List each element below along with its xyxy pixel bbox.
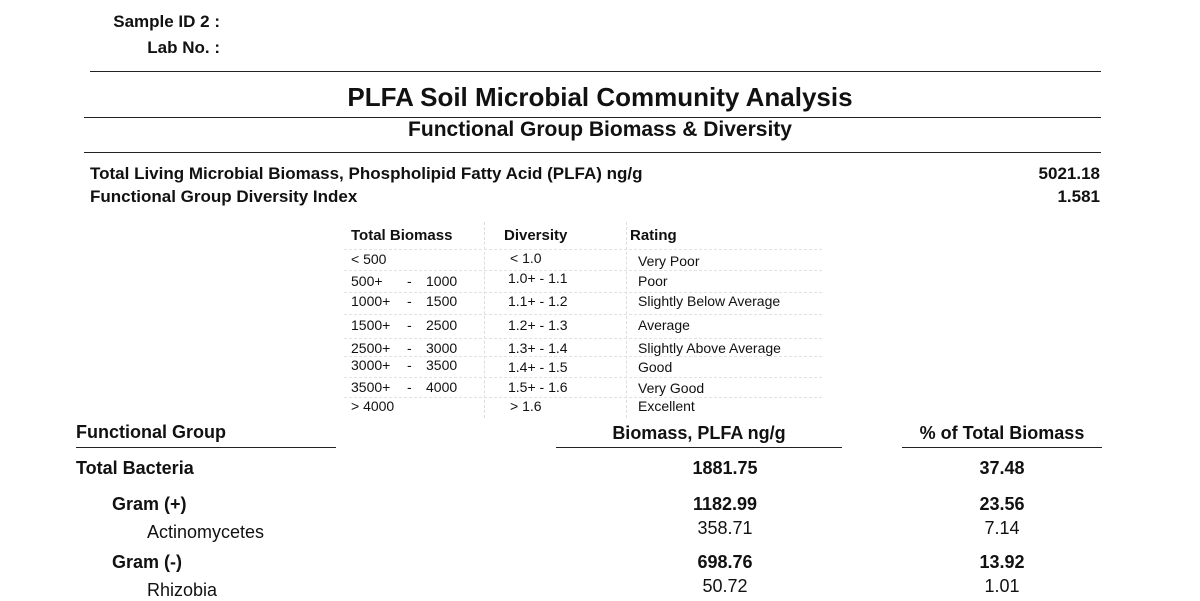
rating-legend [344, 222, 822, 418]
legend-diversity: 1.5+ - 1.6 [508, 379, 568, 395]
lab-no-label: Lab No. : [147, 38, 220, 57]
sample-id-2-label: Sample ID 2 : [113, 12, 220, 31]
legend-dash: - [407, 273, 412, 289]
legend-biomass-high: 3000 [426, 340, 458, 356]
legend-diversity: > 1.6 [510, 398, 542, 414]
table-header-rule [76, 447, 336, 448]
table-row-percent: 1.01 [984, 576, 1020, 596]
legend-header-rating: Rating [630, 227, 677, 244]
table-row-name: Total Bacteria [76, 458, 194, 478]
table-row-biomass: 358.71 [697, 518, 753, 538]
legend-dash: - [407, 340, 412, 356]
legend-diversity: < 1.0 [510, 250, 542, 266]
legend-rating: Very Poor [638, 253, 700, 269]
subtitle-rule [84, 152, 1101, 153]
legend-diversity: 1.4+ - 1.5 [508, 359, 568, 375]
legend-diversity: 1.0+ - 1.1 [508, 270, 568, 286]
legend-biomass-low: 1000+ [351, 293, 391, 309]
legend-rating: Slightly Above Average [638, 340, 781, 356]
table-row-percent: 23.56 [979, 494, 1025, 514]
table-row-name: Gram (+) [112, 494, 187, 514]
table-row-percent: 13.92 [979, 552, 1025, 572]
diversity-index-value: 1.581 [1057, 187, 1100, 206]
legend-dash: - [407, 357, 412, 373]
table-row-biomass: 698.76 [697, 552, 753, 572]
report-title: PLFA Soil Microbial Community Analysis [347, 82, 853, 112]
legend-biomass-low: 2500+ [351, 340, 391, 356]
header-rule [90, 71, 1101, 72]
table-row-name: Gram (-) [112, 552, 183, 572]
table-row-biomass: 1881.75 [692, 458, 758, 478]
legend-biomass-low: > 4000 [351, 398, 395, 414]
total-biomass-value: 5021.18 [1038, 164, 1100, 183]
table-row-biomass: 50.72 [702, 576, 748, 596]
legend-biomass-low: 500+ [351, 273, 383, 289]
legend-diversity: 1.2+ - 1.3 [508, 317, 568, 333]
legend-diversity: 1.1+ - 1.2 [508, 293, 568, 309]
legend-biomass-low: 1500+ [351, 317, 391, 333]
table-header-group: Functional Group [76, 422, 226, 442]
legend-rating: Slightly Below Average [638, 293, 781, 309]
legend-header-diversity: Diversity [504, 227, 568, 244]
legend-biomass-low: 3500+ [351, 379, 391, 395]
legend-dash: - [407, 379, 412, 395]
legend-divider [484, 222, 485, 418]
legend-divider [626, 222, 627, 418]
legend-dash: - [407, 317, 412, 333]
table-row-biomass: 1182.99 [692, 494, 758, 514]
table-row-name: Rhizobia [147, 580, 218, 600]
legend-rating: Average [638, 317, 690, 333]
legend-biomass-high: 3500 [426, 357, 458, 373]
legend-rating: Good [638, 359, 673, 375]
legend-biomass-high: 4000 [426, 379, 458, 395]
legend-dash: - [407, 293, 412, 309]
legend-biomass-low: 3000+ [351, 357, 391, 373]
legend-header-biomass: Total Biomass [351, 227, 453, 244]
total-biomass-label: Total Living Microbial Biomass, Phospholipid Fatty Acid (PLFA) ng/g [90, 164, 643, 183]
report-subtitle: Functional Group Biomass & Diversity [408, 118, 792, 141]
legend-biomass-high: 1500 [426, 293, 458, 309]
table-header-biomass: Biomass, PLFA ng/g [612, 423, 786, 443]
legend-biomass-high: 1000 [426, 273, 458, 289]
table-row-name: Actinomycetes [147, 522, 265, 542]
table-row-percent: 7.14 [984, 518, 1020, 538]
legend-diversity: 1.3+ - 1.4 [508, 340, 568, 356]
legend-rating: Poor [638, 273, 668, 289]
legend-biomass-low: < 500 [351, 251, 387, 267]
table-header-rule [556, 447, 842, 448]
legend-rating: Excellent [638, 398, 695, 414]
legend-biomass-high: 2500 [426, 317, 458, 333]
diversity-index-label: Functional Group Diversity Index [90, 187, 358, 206]
table-header-rule [902, 447, 1102, 448]
legend-rating: Very Good [638, 380, 705, 396]
table-header-percent: % of Total Biomass [919, 423, 1085, 443]
table-row-percent: 37.48 [979, 458, 1025, 478]
